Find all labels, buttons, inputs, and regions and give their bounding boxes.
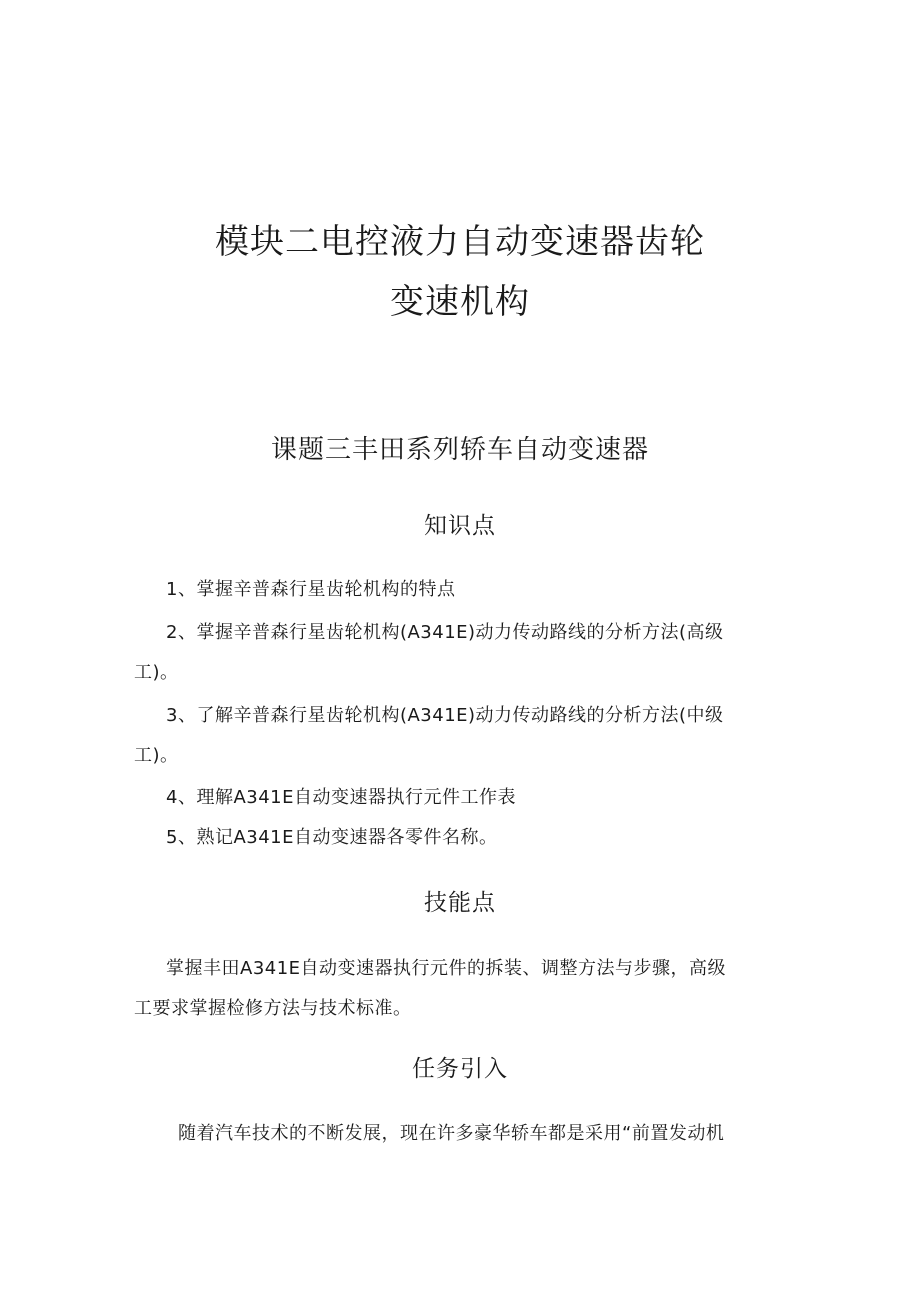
skill-text-line2: 工要求掌握检修方法与技术标准。 xyxy=(134,998,412,1019)
skill-heading: 技能点 xyxy=(424,890,496,916)
knowledge-item-3-line1: 3、了解辛普森行星齿轮机构(A341E)动力传动路线的分析方法(中级 xyxy=(166,705,724,726)
knowledge-item-5: 5、熟记A341E自动变速器各零件名称。 xyxy=(166,827,498,848)
knowledge-item-4: 4、理解A341E自动变速器执行元件工作表 xyxy=(166,787,516,808)
knowledge-heading: 知识点 xyxy=(424,513,496,539)
knowledge-item-2-line2: 工)。 xyxy=(134,662,179,683)
lesson-title: 课题三丰田系列轿车自动变速器 xyxy=(270,435,649,465)
task-text-line1: 随着汽车技术的不断发展，现在许多豪华轿车都是采用“前置发动机 xyxy=(178,1123,725,1144)
knowledge-item-2-line1: 2、掌握辛普森行星齿轮机构(A341E)动力传动路线的分析方法(高级 xyxy=(166,622,724,643)
skill-text-line1: 掌握丰田A341E自动变速器执行元件的拆装、调整方法与步骤，高级 xyxy=(166,958,727,979)
module-title-line1: 模块二电控液力自动变速器齿轮 xyxy=(215,222,705,262)
module-title-line2: 变速机构 xyxy=(390,282,530,322)
knowledge-item-3-line2: 工)。 xyxy=(134,745,179,766)
task-heading: 任务引入 xyxy=(412,1056,508,1082)
knowledge-item-1: 1、掌握辛普森行星齿轮机构的特点 xyxy=(166,579,456,600)
